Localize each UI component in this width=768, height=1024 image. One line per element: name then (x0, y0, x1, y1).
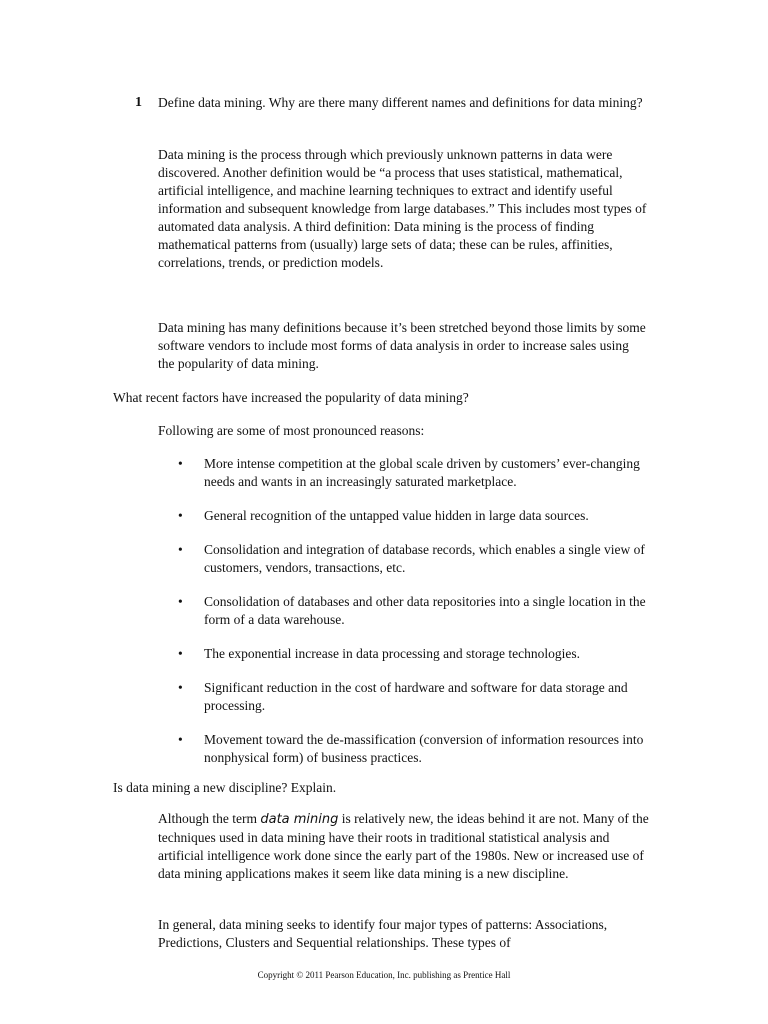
reasons-list (176, 455, 656, 783)
answer-2-intro: Following are some of most pronounced reasons: (158, 423, 425, 438)
answer-3-paragraph-2: In general, data mining seeks to identify four major types of patterns: Associations, Predictions, Clusters and Sequential relationships. These types of (158, 917, 608, 950)
question-1-text: Define data mining. Why are there many different names and definitions for data mining? (158, 95, 643, 110)
list-item-text: More intense competition at the global scale driven by customers’ ever-changing needs and wants in an increasingly saturated marketplace. (204, 456, 640, 489)
list-item-text: Significant reduction in the cost of hardware and software for data storage and processing. (204, 680, 628, 713)
copyright-footer: Copyright © 2011 Pearson Education, Inc. publishing as Prentice Hall (257, 970, 511, 980)
bullet-icon: • (178, 680, 183, 695)
question-3-text: Is data mining a new discipline? Explain. (113, 780, 337, 795)
list-item (176, 679, 656, 715)
list-item (176, 507, 656, 525)
list-item-text: The exponential increase in data processing and storage technologies. (204, 646, 580, 661)
list-item-text: Consolidation of databases and other data repositories into a single location in the form of a data warehouse. (204, 594, 646, 627)
bullet-icon: • (178, 456, 183, 471)
list-item (176, 593, 656, 629)
answer-3-text-start: Although the term (158, 811, 261, 826)
question-number: 1 (135, 95, 142, 110)
bullet-icon: • (178, 732, 183, 747)
list-item (176, 541, 656, 577)
answer-1-paragraph-1: Data mining is the process through which previously unknown patterns in data were discovered. Another definition would be “a process that uses statistical, mathematical, artificial intelligence, and machine learning techniques to extract and identify useful information and subsequent knowledge from large databases.” This includes most types of automated data analysis. A third definition: Data mining is the process of finding mathematical patterns from (usually) large sets of data; these can be rules, affinities, correlations, trends, or prediction models. (158, 147, 647, 270)
answer-1-paragraph-2: Data mining has many definitions because it’s been stretched beyond those limits by some software vendors to include most forms of data analysis in order to increase sales using the popularity of data mining. (158, 320, 646, 371)
list-item (176, 645, 656, 663)
term-data-mining: data mining (260, 812, 339, 827)
answer-3-text-rest: is relatively new, the ideas behind it are not. Many of the techniques used in data mining have their roots in traditional statistical analysis and artificial intelligence work done since the early part of the 1980s. New or increased use of data mining applications makes it seem like data mining is a new discipline. (158, 811, 649, 881)
bullet-icon: • (178, 594, 183, 609)
list-item (176, 455, 656, 491)
list-item-text: General recognition of the untapped value hidden in large data sources. (204, 508, 589, 523)
bullet-icon: • (178, 542, 183, 557)
list-item-text: Consolidation and integration of database records, which enables a single view of customers, vendors, transactions, etc. (204, 542, 645, 575)
list-item (176, 731, 656, 767)
bullet-icon: • (178, 646, 183, 661)
question-2-text: What recent factors have increased the popularity of data mining? (113, 390, 469, 405)
answer-3-paragraph-1 (158, 810, 658, 883)
list-item-text: Movement toward the de-massification (conversion of information resources into nonphysical form) of business practices. (204, 732, 644, 765)
bullet-icon: • (178, 508, 183, 523)
